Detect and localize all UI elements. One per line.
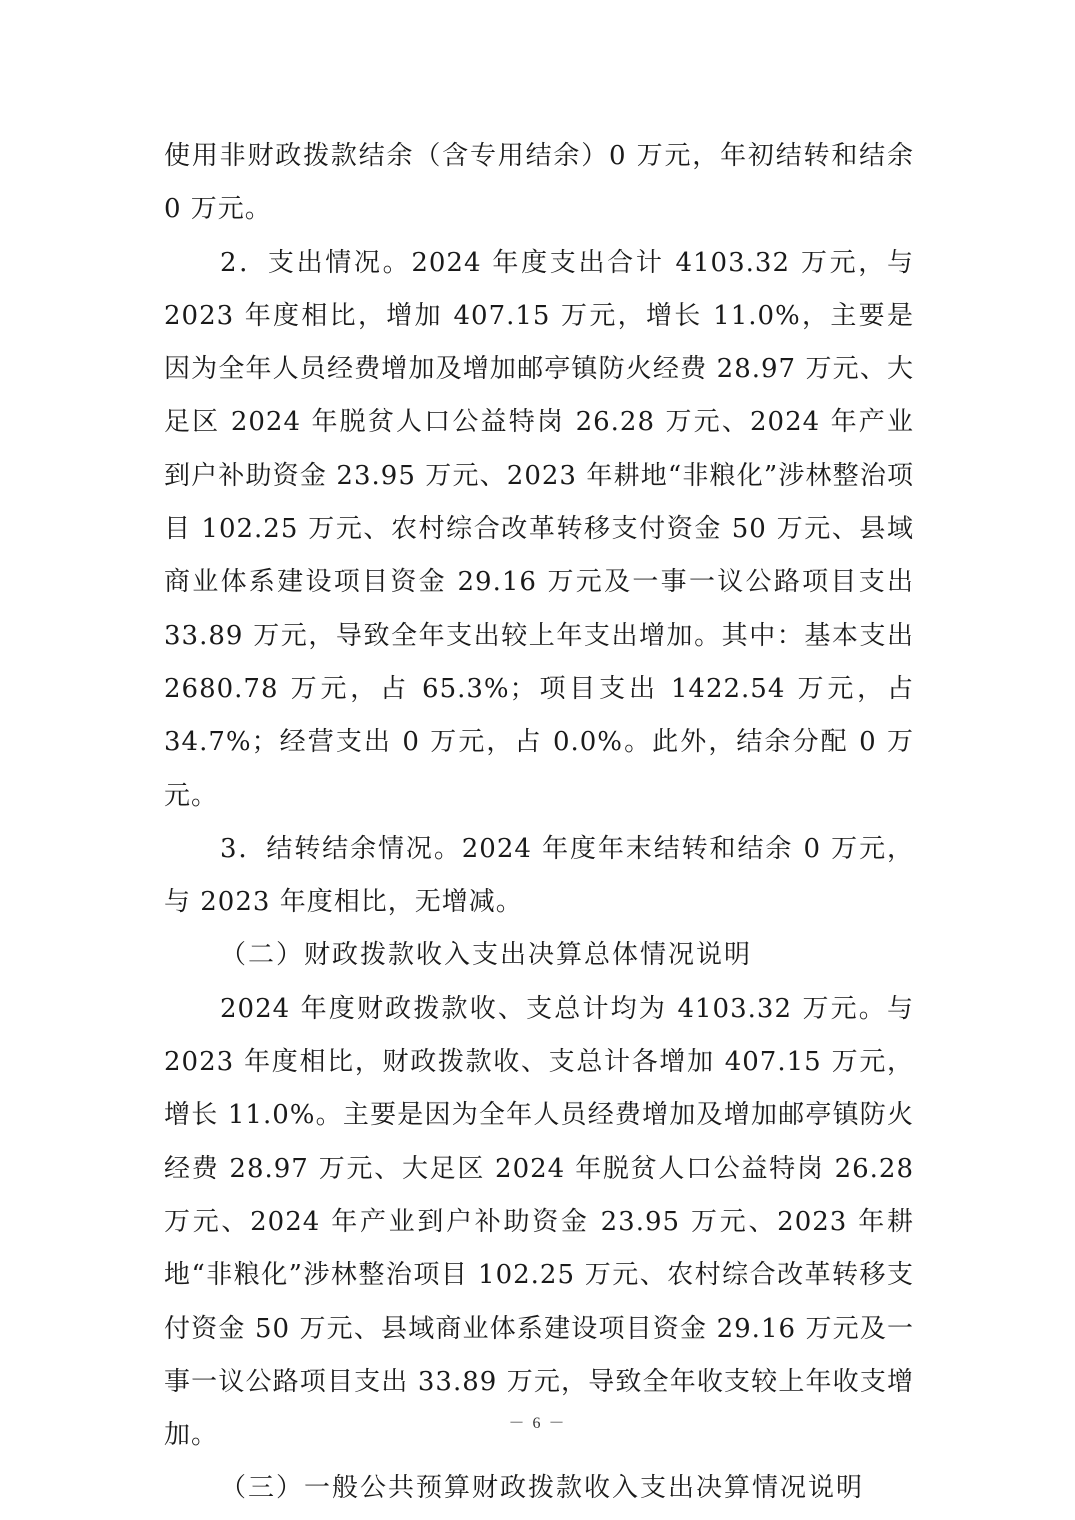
page-number: － 6 － [508, 1415, 567, 1432]
section-heading-3: （三）一般公共预算财政拨款收入支出决算情况说明 [220, 1473, 865, 1504]
paragraph-fiscal-overview: 2024 年度财政拨款收、支总计均为 4103.32 万元。与 2023 年度相比，财政拨款收、支总计各增加 407.15 万元，增长 11.0%。主要是因为全年人员经费增加及增加邮亭镇防火经费 28.97 万元、大足区 2024 年脱贫人口公益特岗 26.28 万元、2024 年产业到户补助资金 23.95 万元、2023 年耕地“非粮化”涉林整治项目 102.25 万元、农村综合改革转移支付资金 50 万元、县域商业体系建设项目资金 29.16 万元及一事一议公路项目支出 33.89 万元，导致全年收支较上年收支增加。 [164, 993, 914, 1451]
body-text [164, 130, 914, 1516]
paragraph-expenditure: 2．支出情况。2024 年度支出合计 4103.32 万元，与 2023 年度相比，增加 407.15 万元，增长 11.0%，主要是因为全年人员经费增加及增加邮亭镇防火经费 28.97 万元、大足区 2024 年脱贫人口公益特岗 26.28 万元、2024 年产业到户补助资金 23.95 万元、2023 年耕地“非粮化”涉林整治项目 102.25 万元、农村综合改革转移支付资金 50 万元、县域商业体系建设项目资金 29.16 万元及一事一议公路项目支出 33.89 万元，导致全年支出较上年支出增加。其中：基本支出 2680.78 万元，占 65.3%；项目支出 1422.54 万元，占 34.7%；经营支出 0 万元，占 0.0%。此外，结余分配 0 万元。 [164, 247, 914, 811]
paragraph-carryover: 使用非财政拨款结余（含专用结余）0 万元，年初结转和结余 0 万元。 [164, 141, 914, 225]
section-heading-2: （二）财政拨款收入支出决算总体情况说明 [220, 940, 753, 971]
paragraph-balance: 3．结转结余情况。2024 年度年末结转和结余 0 万元，与 2023 年度相比，无增减。 [164, 833, 914, 918]
